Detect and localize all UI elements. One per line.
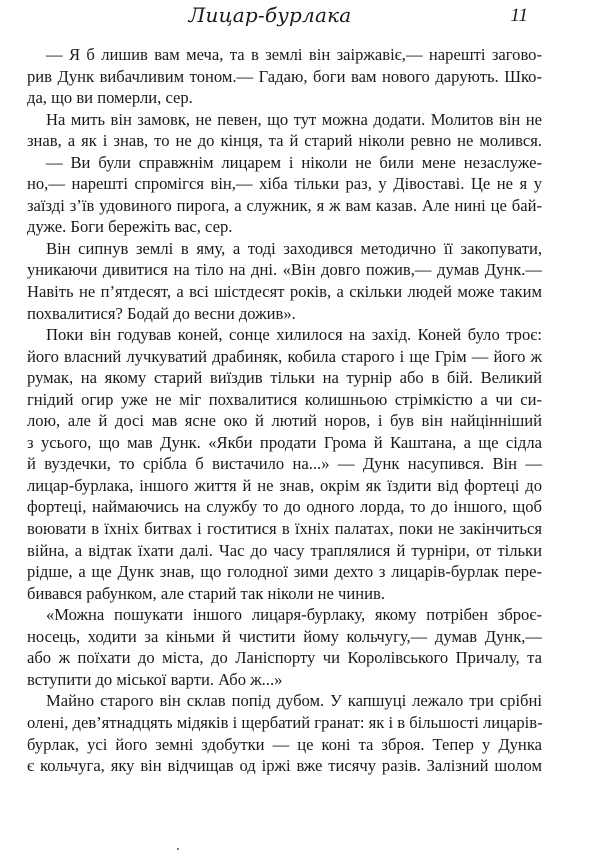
scan-speck	[177, 848, 179, 850]
chapter-title: Лицар-бурлака	[188, 3, 352, 27]
paragraph	[27, 324, 542, 604]
text-line: «Можна пошукати іншого лицаря-бурлаку, якому потрібен зброє-	[46, 605, 542, 625]
text-line: або ж поїхати до міста, до Ланіспорту чи Королівського Причалу, та	[27, 648, 542, 668]
text-line: — Я б лишив вам меча, та в землі він заіржавіє,— нарешті загово-	[46, 45, 542, 64]
text-line: лицар-бурлака, іншого життя й не знав, окрім як їздити від фортеці до	[27, 475, 542, 495]
text-line: його власний лучкуватий драбиняк, кобила старого і ще Грім — його ж	[27, 346, 542, 366]
paragraph	[27, 109, 542, 152]
paragraph	[27, 604, 542, 690]
text-line: рив Дунк вибачливим тоном.— Гадаю, боги вам нового дарують. Шко-	[27, 66, 542, 86]
text-line: но,— нарешті спромігся він,— хіба тільки раз, у Дівоставі. Це не я у	[27, 174, 542, 194]
body-text	[27, 44, 542, 777]
text-line: лою, але й досі мав ясне око й лютий норов, і був він найцінніший	[27, 411, 542, 431]
text-line: гнідий огир уже не міг похвалитися колишньою стрімкістю а чи си-	[27, 389, 542, 409]
text-line: бивався рабунком, але старий так ніколи не чинив.	[27, 583, 386, 603]
text-line: Навіть не п’ятдесят, а всі шістдесят років, а скільки людей може таким	[27, 282, 542, 302]
text-line: фортеці, наймаючись на службу то до одного лорда, то до іншого, щоб	[27, 497, 542, 517]
text-line: воювати в їхніх битвах і гоститися в їхніх палатах, поки не закінчиться	[27, 519, 542, 539]
text-line: олені, дев’ятнадцять мідяків і щербатий гранат: як і в більшості лицарів-	[27, 712, 543, 732]
text-line: Він сипнув землі в яму, а тоді заходився методично її закопувати,	[46, 238, 542, 258]
text-line: й вуздечки, то срібла б вистачило на...» — Дунк насупився. Він —	[27, 454, 542, 474]
paragraph	[27, 690, 542, 776]
text-line: Майно старого він склав попід дубом. У капшуці лежало три срібні	[46, 691, 542, 711]
paragraph	[27, 152, 542, 238]
text-line: війна, а відтак їхати далі. Час до часу траплялися й турніри, от тільки	[27, 540, 542, 560]
paragraph	[27, 44, 542, 109]
page-number: 11	[510, 5, 528, 26]
text-line: заїзді з’їв удовиного пирога, а служник, я ж вам казав. Але нині це бай-	[27, 195, 542, 215]
text-line: — Ви були справжнім лицарем і ніколи не били мене незаслуже-	[46, 152, 542, 172]
text-line: з усього, що мав Дунк. «Якби продати Грома й Каштана, а ще сідла	[27, 432, 542, 452]
text-line: є кольчуга, яку він відчищав од іржі вже тисячу разів. Залізний шолом	[27, 756, 542, 776]
text-line: бурлак, усі його земні здобутки — це коні та зброя. Тепер у Дунка	[27, 734, 542, 754]
text-line: носець, ходити за кіньми й чистити йому кольчугу,— думав Дунк,—	[27, 626, 542, 646]
text-line: уникаючи дивитися на тіло на дні. «Він довго пожив,— думав Дунк.—	[27, 260, 542, 280]
running-head	[0, 2, 600, 32]
text-line: похвалитися? Бодай до весни дожив».	[27, 303, 296, 323]
text-line: вступити до міської варти. Або ж...»	[27, 669, 283, 689]
paragraph	[27, 238, 542, 324]
text-line: рідше, а ще Дунк знав, що голодної зими дехто з лицарів-бурлак пере-	[27, 562, 542, 582]
text-line: Поки він годував коней, сонце хилилося на захід. Коней було троє:	[46, 325, 542, 345]
text-line: дуже. Боги бережіть вас, сер.	[27, 217, 233, 237]
text-line: румак, на якому старий виїздив тільки на турнір або в бій. Великий	[27, 368, 542, 388]
text-line: да, що ви померли, сер.	[27, 88, 193, 108]
text-line: На мить він замовк, не певен, що тут можна додати. Молитов він не	[46, 109, 542, 129]
text-line: знав, а як і знав, то не до кінця, та й старий ніколи ревно не молився.	[27, 131, 542, 151]
